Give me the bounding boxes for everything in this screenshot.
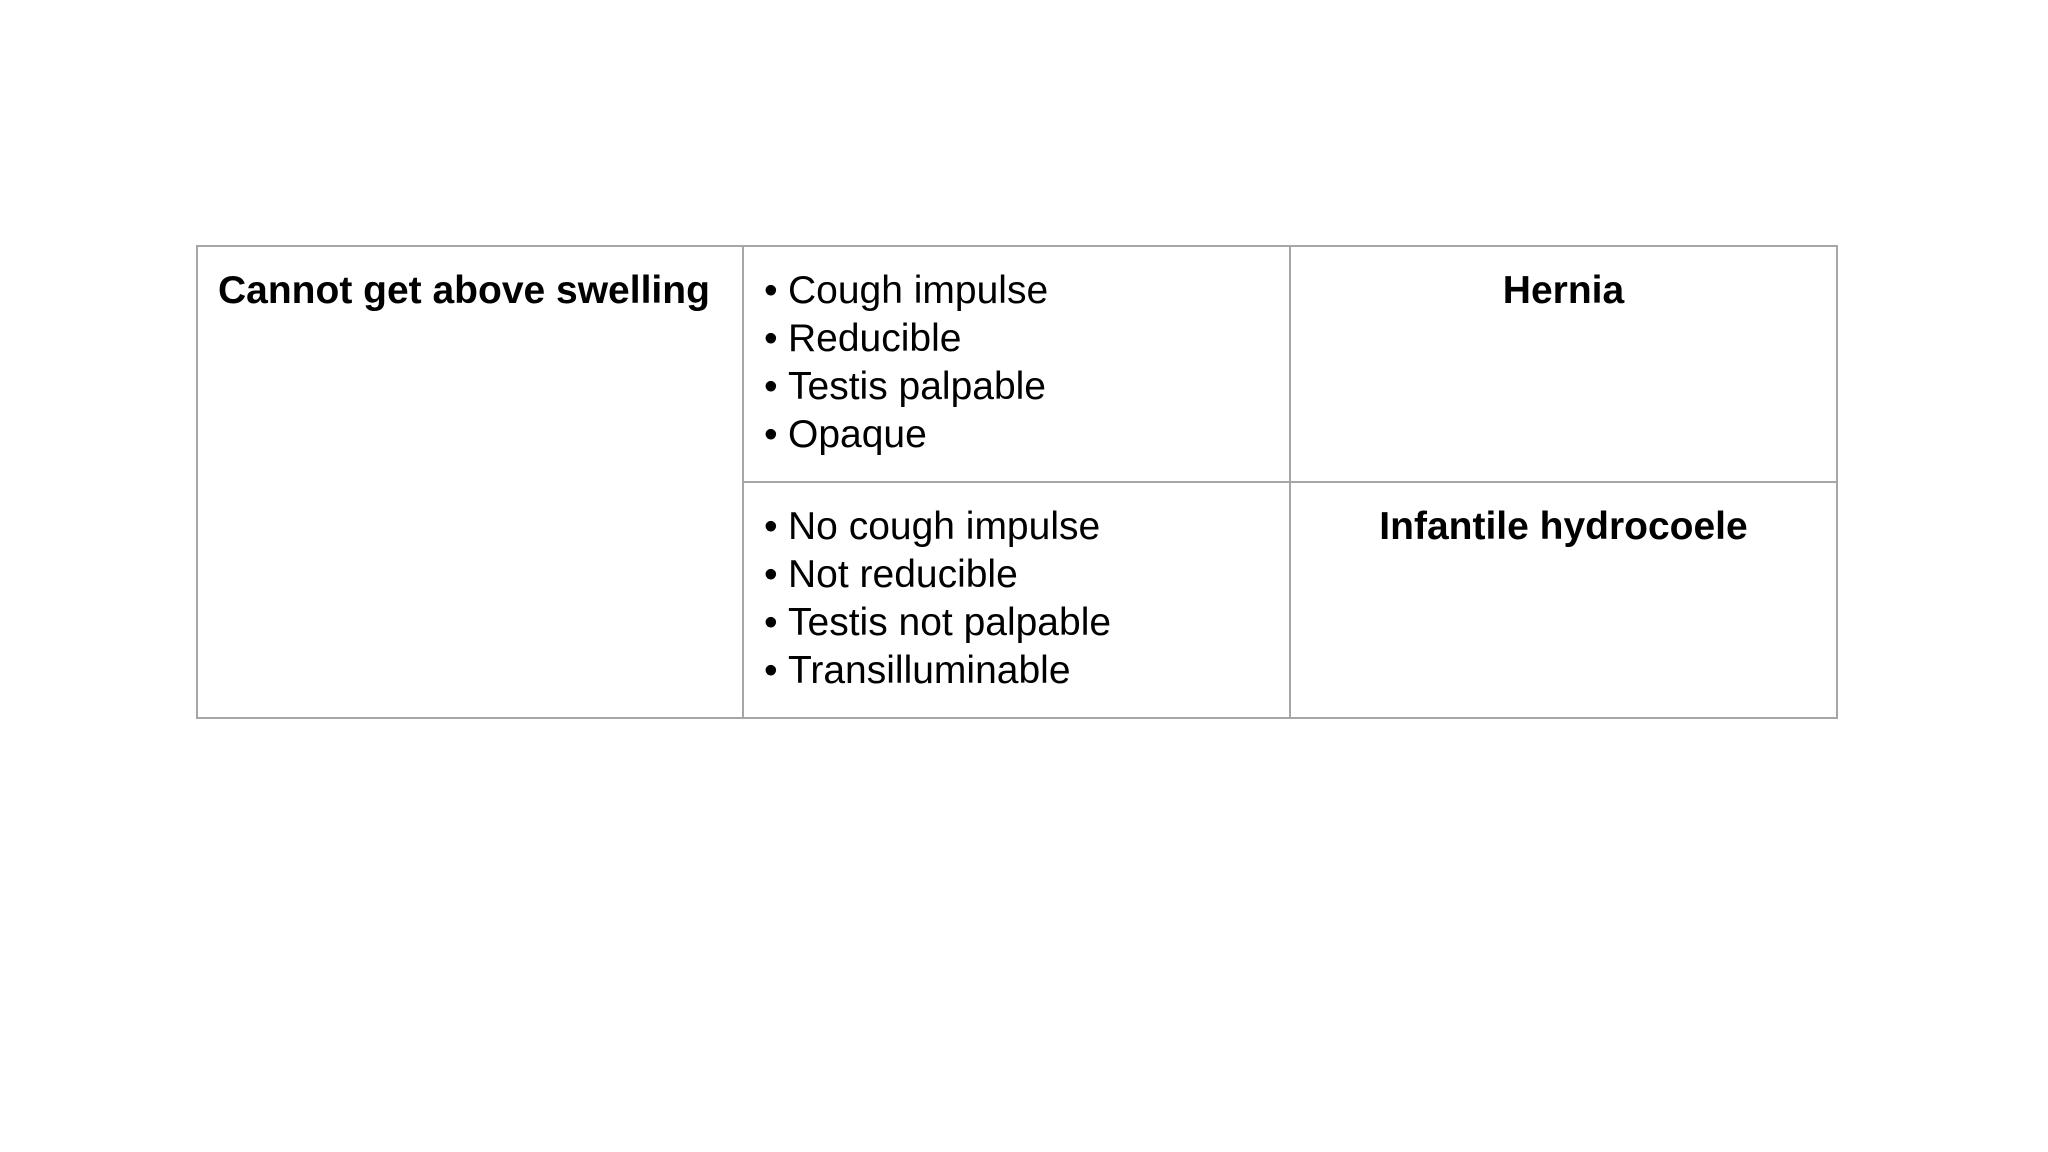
condition-cell — [197, 246, 743, 718]
features-cell — [743, 246, 1290, 482]
diagnosis-label: Hernia — [1502, 269, 1625, 312]
bullet-icon: • — [764, 601, 778, 644]
feature-list — [764, 267, 1269, 459]
bullet-icon: • — [764, 365, 778, 408]
list-item: • Cough impulse — [764, 267, 1269, 315]
table-row — [197, 246, 1837, 482]
bullet-icon: • — [764, 413, 778, 456]
list-item: • Testis palpable — [764, 363, 1269, 411]
condition-label: Cannot get above swelling — [218, 269, 710, 312]
features-cell — [743, 482, 1290, 718]
bullet-icon: • — [764, 317, 778, 360]
diagnosis-cell — [1290, 482, 1837, 718]
list-item: • Testis not palpable — [764, 599, 1269, 647]
list-item: • Opaque — [764, 411, 1269, 459]
bullet-icon: • — [764, 269, 778, 312]
bullet-icon: • — [764, 649, 778, 692]
bullet-icon: • — [764, 505, 778, 548]
bullet-icon: • — [764, 553, 778, 596]
feature-list — [764, 503, 1269, 695]
list-item: • No cough impulse — [764, 503, 1269, 551]
list-item: • Reducible — [764, 315, 1269, 363]
differential-diagnosis-table — [196, 245, 1838, 719]
list-item: • Transilluminable — [764, 647, 1269, 695]
list-item: • Not reducible — [764, 551, 1269, 599]
diagnosis-label: Infantile hydrocoele — [1379, 505, 1748, 548]
diagnosis-cell — [1290, 246, 1837, 482]
